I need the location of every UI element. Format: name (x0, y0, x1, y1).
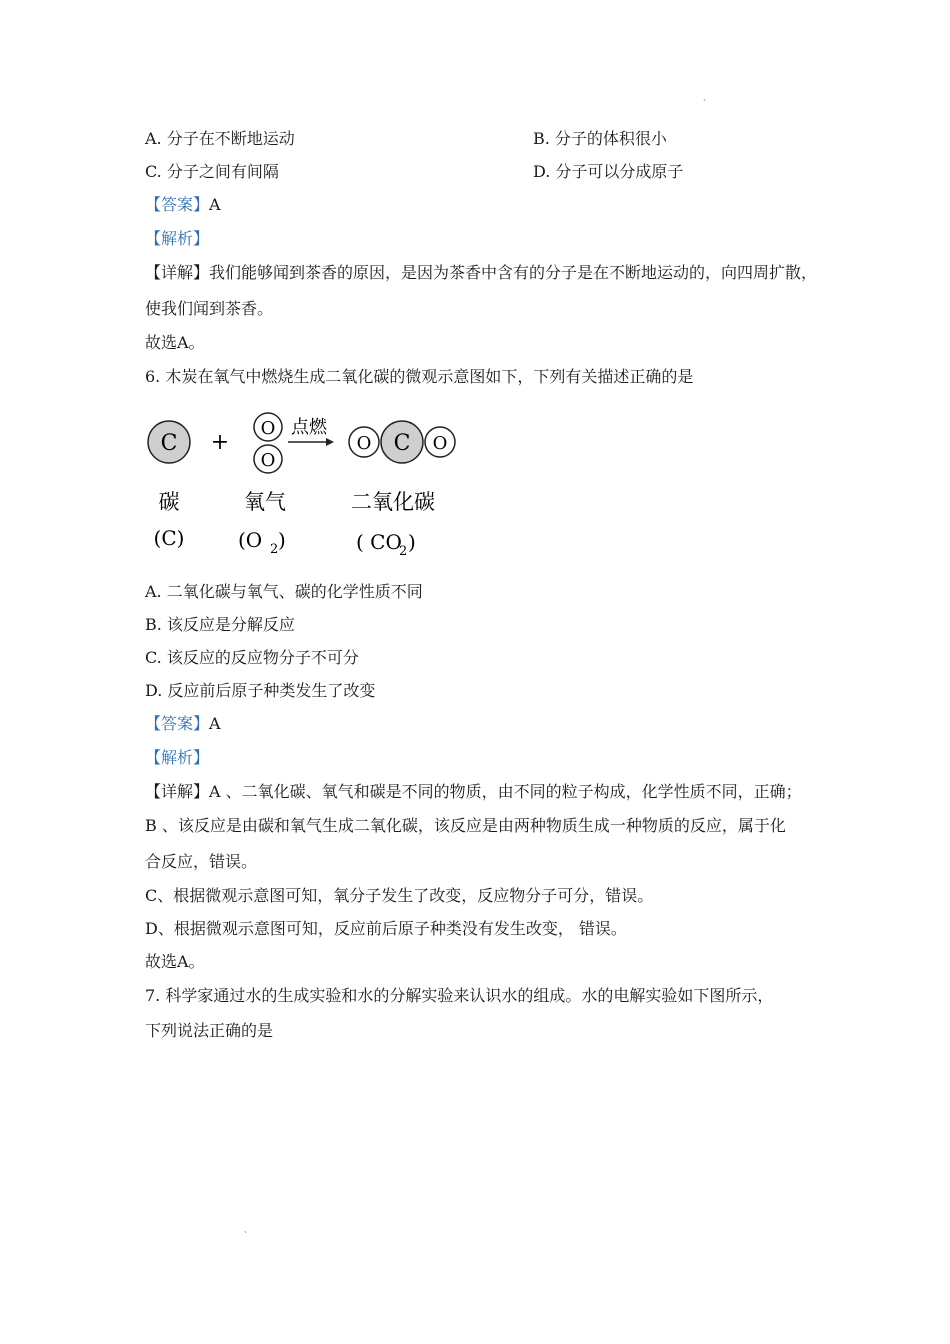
q5-detail-line1: 【详解】我们能够闻到茶香的原因，是因为茶香中含有的分子是在不断地运动的，向四周扩散， (145, 263, 818, 282)
carbon-atom-symbol: C (393, 431, 411, 456)
label-oxygen: 氧气 (244, 490, 286, 514)
plus-sign: + (210, 430, 230, 455)
q6-choose: 故选A。 (145, 952, 205, 971)
formula-co2-close: ) (408, 530, 416, 554)
q6-answer (145, 711, 221, 734)
q6-analysis-tag: 【解析】 (145, 748, 210, 767)
q6-option-c: C. 该反应的反应物分子不可分 (145, 648, 359, 667)
q7-stem-line2: 下列说法正确的是 (145, 1021, 274, 1040)
q6-option-a: A. 二氧化碳与氧气、碳的化学性质不同 (145, 582, 423, 601)
q5-answer (145, 192, 221, 215)
formula-oxygen-open: (O (238, 528, 263, 552)
answer-tag: 【答案】 (145, 195, 210, 214)
answer-tag: 【答案】 (145, 714, 210, 733)
q5-option-a: A. 分子在不断地运动 (145, 129, 295, 148)
formula-co2-sub: 2 (399, 544, 408, 559)
q6-stem: 6. 木炭在氧气中燃烧生成二氧化碳的微观示意图如下，下列有关描述正确的是 (145, 367, 694, 386)
q5-choose: 故选A。 (145, 333, 205, 352)
formula-oxygen-close: ) (278, 528, 286, 552)
q7-stem-line1: 7. 科学家通过水的生成实验和水的分解实验来认识水的组成。水的电解实验如下图所示， (145, 986, 774, 1005)
oxygen-atom-symbol: O (260, 450, 276, 471)
q6-detail-c: C、根据微观示意图可知，氧分子发生了改变，反应物分子可分，错误。 (145, 886, 654, 905)
q6-option-d: D. 反应前后原子种类发生了改变 (145, 681, 376, 700)
q5-option-c: C. 分子之间有间隔 (145, 162, 279, 181)
label-carbon: 碳 (158, 490, 180, 514)
formula-co2-open: ( CO (356, 530, 402, 554)
oxygen-atom-symbol: O (432, 433, 448, 454)
q6-option-b: B. 该反应是分解反应 (145, 615, 295, 634)
q6-detail-a: 【详解】A 、二氧化碳、氧气和碳是不同的物质，由不同的粒子构成，化学性质不同，正确； (145, 782, 802, 801)
q5-option-b: B. 分子的体积很小 (533, 129, 667, 148)
oxygen-atom-symbol: O (356, 433, 372, 454)
reaction-diagram (140, 405, 470, 565)
margin-mark: 、 (244, 1225, 252, 1234)
q6-detail-b-line2: 合反应，错误。 (145, 852, 258, 871)
arrow-head (326, 438, 334, 446)
label-carbon-dioxide: 二氧化碳 (351, 490, 435, 514)
carbon-atom-symbol: C (160, 431, 178, 456)
q5-detail-line2: 使我们闻到茶香。 (145, 299, 274, 318)
formula-carbon: (C) (153, 526, 185, 550)
q6-detail-b-line1: B 、该反应是由碳和氧气生成二氧化碳，该反应是由两种物质生成一种物质的反应，属于化 (145, 816, 786, 835)
ignite-label: 点燃 (291, 417, 327, 438)
q5-analysis-tag: 【解析】 (145, 229, 210, 248)
q5-option-d: D. 分子可以分成原子 (533, 162, 684, 181)
formula-oxygen-sub: 2 (270, 542, 279, 557)
answer-value: A (209, 195, 221, 214)
q6-detail-d: D、根据微观示意图可知，反应前后原子种类没有发生改变， 错误。 (145, 919, 627, 938)
answer-value: A (209, 714, 221, 733)
margin-mark: 、 (703, 93, 711, 102)
oxygen-atom-symbol: O (260, 418, 276, 439)
